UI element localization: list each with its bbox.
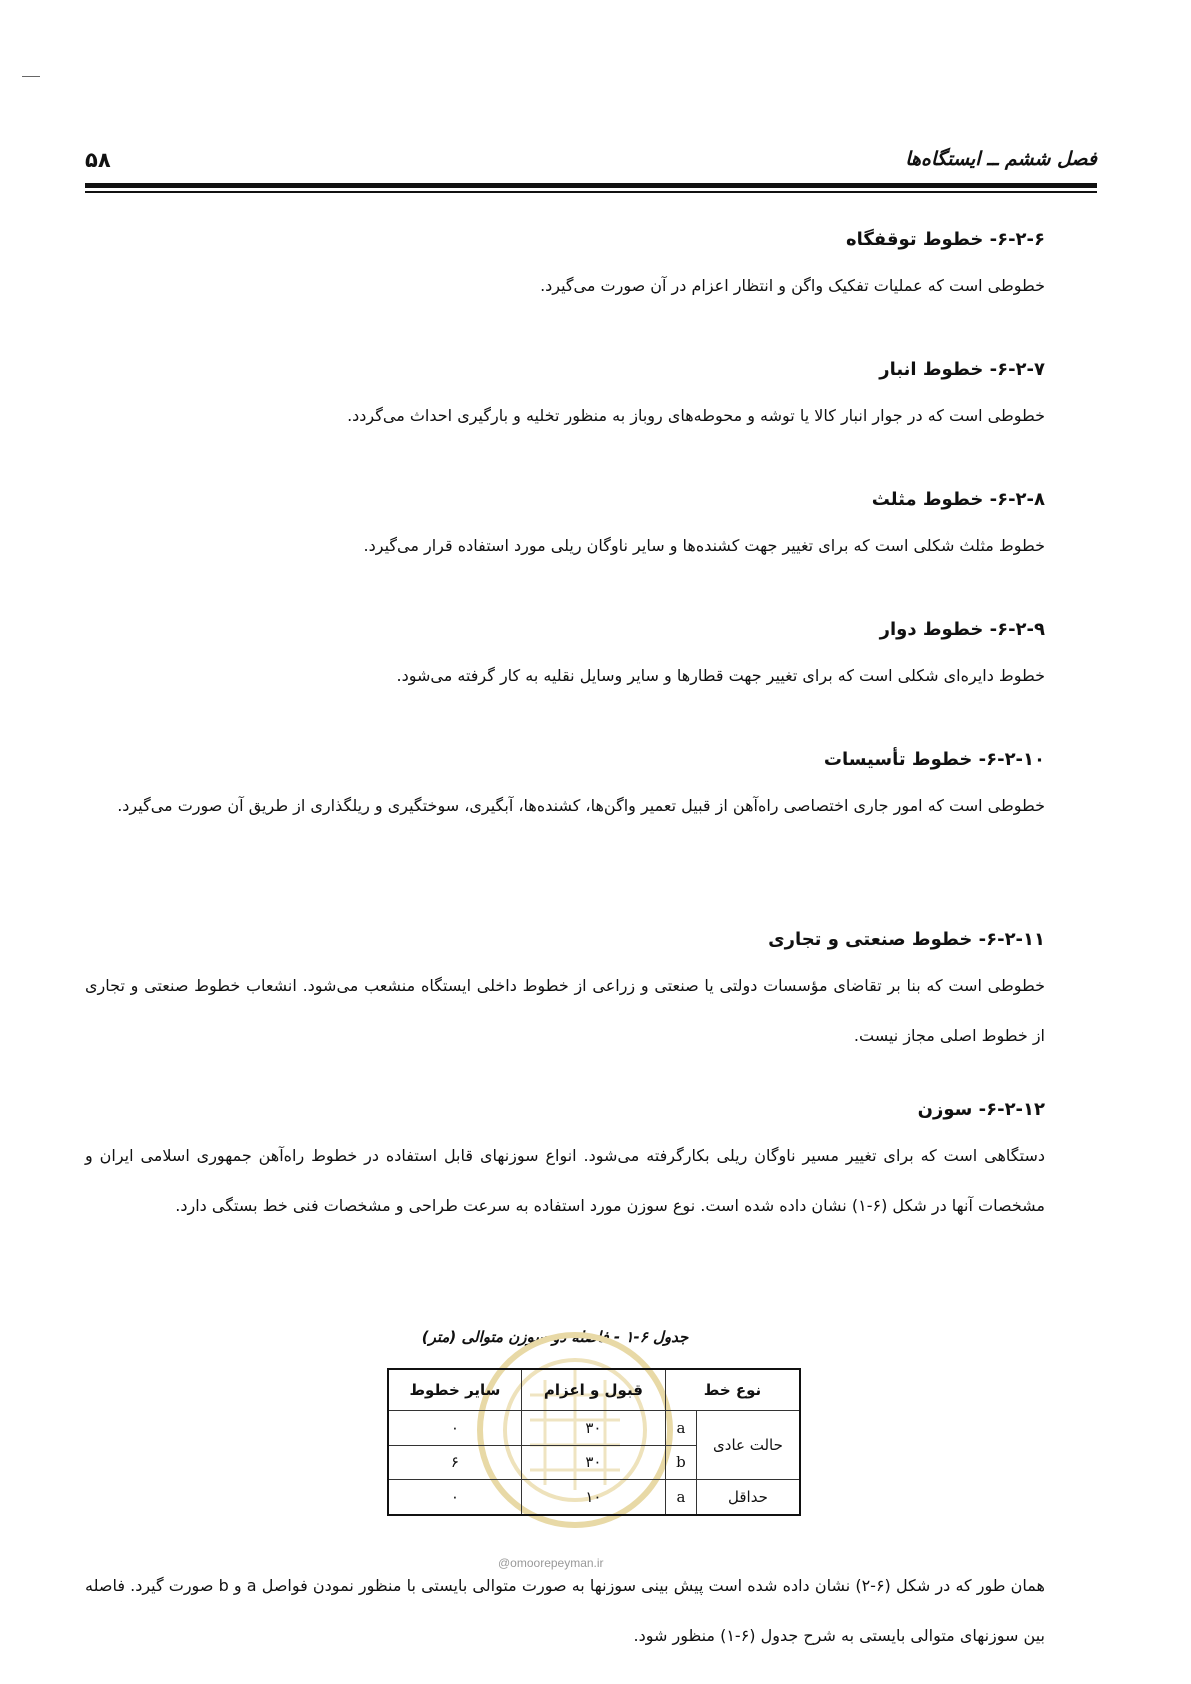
row-letter: a	[665, 1411, 696, 1446]
cell-other: ۰	[388, 1411, 521, 1446]
section-6-2-6	[85, 225, 1045, 311]
header-accept-dispatch: قبول و اعزام	[521, 1369, 665, 1411]
cell-other: ۰	[388, 1480, 521, 1515]
scan-mark	[22, 76, 40, 77]
section-paragraph: خطوطی است که امور جاری اختصاصی راه‌آهن از قبیل تعمیر واگن‌ها، کشنده‌ها، آبگیری، سوختگیری و ریلگذاری از طریق آن صورت می‌گیرد.	[117, 796, 1045, 815]
header-rule-thick	[85, 183, 1097, 188]
section-paragraph: خطوطی است که در جوار انبار کالا یا توشه و محوطه‌های روباز به منظور تخلیه و بارگیری احداث می‌گردد.	[347, 406, 1045, 425]
table-header-row	[388, 1369, 800, 1411]
section-heading: ۶-۲-۱۲- سوزن	[917, 1099, 1045, 1120]
section-heading: ۶-۲-۱۰- خطوط تأسیسات	[823, 749, 1045, 770]
section-paragraph: دستگاهی است که برای تغییر مسیر ناوگان ریلی بکارگرفته می‌شود. انواع سوزنهای قابل استفاده در خطوط راه‌آهن جمهوری اسلامی ایران و مشخصات آنها در شکل (۶-۱) نشان داده شده است. نوع سوزن مورد استفاده به سرعت طراحی و مشخصات فنی خط بستگی دارد.	[85, 1146, 1045, 1215]
section-paragraph: خطوطی است که عملیات تفکیک واگن و انتظار اعزام در آن صورت می‌گیرد.	[540, 276, 1045, 295]
section-6-2-11	[85, 925, 1045, 1061]
table-row	[388, 1411, 800, 1446]
cell-accept: ۱۰	[521, 1480, 665, 1515]
section-6-2-12	[85, 1095, 1045, 1231]
page-number: ۵۸	[85, 148, 111, 172]
section-heading: ۶-۲-۶- خطوط توقفگاه	[845, 229, 1045, 250]
header-line-type: نوع خط	[665, 1369, 800, 1411]
header-other-lines: سایر خطوط	[388, 1369, 521, 1411]
row-letter: b	[665, 1445, 696, 1480]
cell-accept: ۳۰	[521, 1411, 665, 1446]
section-heading: ۶-۲-۹- خطوط دوار	[879, 619, 1045, 640]
closing-paragraph: همان طور که در شکل (۶-۲) نشان داده شده است پیش بینی سوزنها به صورت متوالی بایستی با منظور نمودن فواصل a و b صورت گیرد. فاصله بین سوزنهای متوالی بایستی به شرح جدول (۶-۱) منظور شود.	[85, 1576, 1045, 1645]
watermark-text: @omoorepeyman.ir	[498, 1556, 604, 1570]
table-caption: جدول ۶-۱ - فاصله دو سوزن متوالی (متر)	[421, 1328, 689, 1346]
section-heading: ۶-۲-۷- خطوط انبار	[879, 359, 1045, 380]
section-6-2-7	[85, 355, 1045, 441]
section-6-2-9	[85, 615, 1045, 701]
section-heading: ۶-۲-۸- خطوط مثلث	[871, 489, 1045, 510]
section-6-2-10	[85, 745, 1045, 831]
group-label: حالت عادی	[696, 1411, 800, 1480]
cell-accept: ۳۰	[521, 1445, 665, 1480]
section-paragraph: خطوطی است که بنا بر تقاضای مؤسسات دولتی یا صنعتی و زراعی از خطوط داخلی ایستگاه منشعب می‌شود. انشعاب خطوط صنعتی و تجاری از خطوط اصلی مجاز نیست.	[85, 976, 1045, 1045]
header-rule-thin	[85, 191, 1097, 193]
section-6-2-8	[85, 485, 1045, 571]
switch-distance-table	[387, 1368, 801, 1516]
cell-other: ۶	[388, 1445, 521, 1480]
chapter-title: فصل ششم ــ ایستگاه‌ها	[905, 148, 1097, 170]
section-paragraph: خطوط مثلث شکلی است که برای تغییر جهت کشنده‌ها و سایر ناوگان ریلی مورد استفاده قرار می‌گیرد.	[363, 536, 1045, 555]
row-letter: a	[665, 1480, 696, 1515]
section-heading: ۶-۲-۱۱- خطوط صنعتی و تجاری	[768, 929, 1045, 950]
group-label: حداقل	[696, 1480, 800, 1515]
section-paragraph: خطوط دایره‌ای شکلی است که برای تغییر جهت قطارها و سایر وسایل نقلیه به کار گرفته می‌شود.	[396, 666, 1045, 685]
closing-section	[85, 1555, 1045, 1661]
table-row	[388, 1480, 800, 1515]
page-header	[85, 148, 1097, 184]
